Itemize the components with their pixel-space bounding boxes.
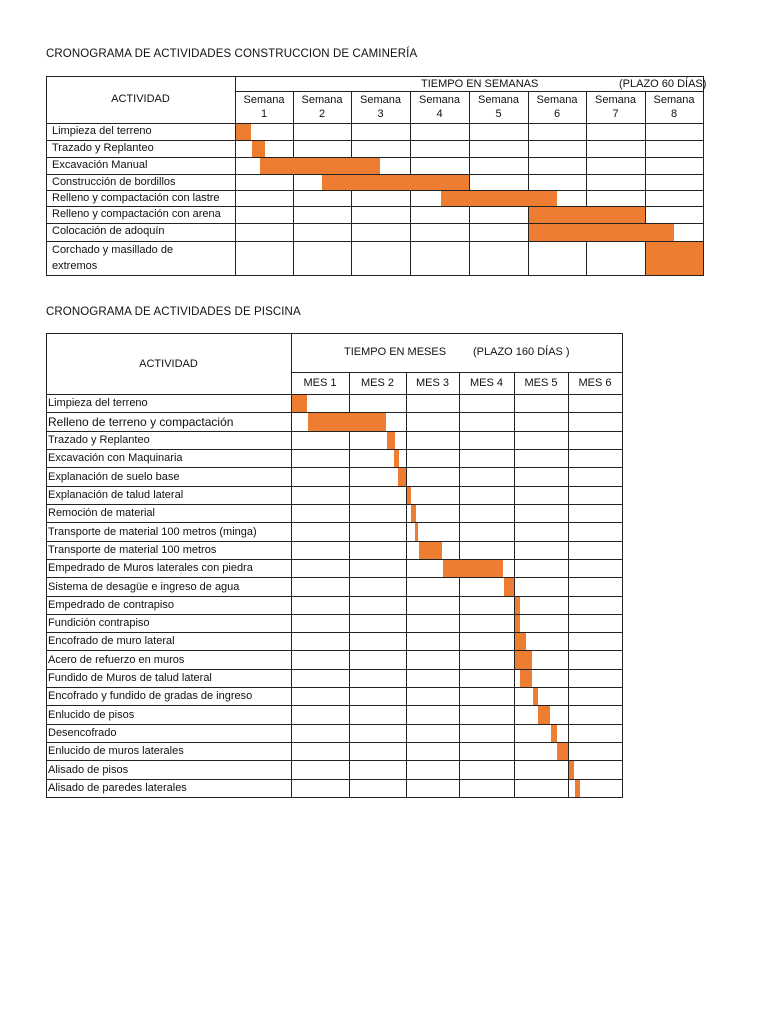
grid-line [703,76,704,276]
gantt-bar [504,578,514,596]
period-header-line2: 8 [670,108,678,120]
gantt-bar [394,450,399,467]
activity-header: ACTIVIDAD [139,358,198,370]
grid-line [46,76,47,276]
activity-name: Limpieza del terreno [52,125,152,137]
activity-name-line2: extremos [52,260,98,272]
activity-name: Relleno y compactación con arena [52,208,221,220]
activity-name: Excavación con Maquinaria [48,452,183,464]
gantt-bar [236,124,251,140]
grid-line [46,797,623,798]
grid-line [459,372,460,798]
gantt-bar [515,597,520,614]
grid-line [46,449,623,450]
period-header-line1: Semana [595,94,636,106]
gantt-bar [322,175,469,190]
period-header-line2: 6 [553,108,561,120]
period-header: MES 4 [469,377,503,389]
grid-line [406,372,407,798]
gantt-bar [557,743,568,760]
gantt-bar [292,395,307,412]
activity-name: Enlucido de muros laterales [48,745,184,757]
grid-line [622,333,623,798]
activity-name: Explanación de suelo base [48,470,180,483]
activity-name: Transporte de material 100 metros (minga) [48,525,257,538]
gantt-bar [646,242,703,275]
activity-name: Empedrado de Muros laterales con piedra [48,562,253,574]
grid-line [46,779,623,780]
grid-line [46,559,623,560]
period-header-line1: Semana [419,94,460,106]
period-header-line2: 3 [377,108,384,120]
activity-name: Trazado y Replanteo [48,434,150,446]
period-header-line1: Semana [301,94,343,106]
gantt-bar [529,224,674,241]
grid-line [46,614,623,615]
grid-line [46,705,623,706]
grid-line [46,596,623,597]
gantt-bar [308,413,386,431]
activity-name: Fundición contrapiso [48,617,150,629]
grid-line [46,504,623,505]
activity-name: Colocación de adoquín [52,225,165,237]
activity-name: Empedrado de contrapiso [48,599,174,611]
activity-name: Trazado y Replanteo [52,142,154,154]
grid-line [46,431,623,432]
gantt-bar [398,468,406,486]
grid-line [46,650,623,651]
table2-title: CRONOGRAMA DE ACTIVIDADES DE PISCINA [46,306,301,318]
deadline-label: (PLAZO 160 DÍAS ) [473,346,570,358]
gantt-bar [551,725,558,742]
gantt-bar [533,688,538,705]
period-header: MES 5 [524,377,558,389]
activity-name: Corchado y masillado de [52,244,174,256]
activity-header: ACTIVIDAD [111,93,170,105]
activity-name: Alisado de pisos [48,763,129,776]
gantt-bar [515,651,532,669]
activity-name: Acero de refuerzo en muros [48,653,185,666]
grid-line [46,669,623,670]
grid-line [291,372,623,373]
period-header-line1: Semana [653,94,695,106]
gantt-bar [515,615,520,632]
grid-line [46,742,623,743]
grid-line [46,486,623,487]
activity-name: Transporte de material 100 metros [48,544,217,556]
grid-line [46,522,623,523]
activity-name: Encofrado de muro lateral [48,635,175,647]
gantt-bar [515,633,526,650]
time-header: TIEMPO EN SEMANAS [421,78,539,90]
period-header-line1: Semana [360,94,401,106]
period-header-line2: 1 [260,108,268,120]
grid-line [568,372,569,798]
grid-line [514,372,515,798]
grid-line [46,577,623,578]
period-header: MES 2 [360,377,394,389]
period-header-line2: 2 [318,108,326,120]
grid-line [46,333,623,334]
activity-name: Relleno de terreno y compactación [48,414,234,429]
grid-line [46,467,623,468]
grid-line [46,275,704,276]
gantt-bar [419,542,442,559]
gantt-bar [529,207,645,223]
gantt-bar [411,505,416,522]
period-header: MES 3 [415,377,449,389]
activity-name: Fundido de Muros de talud lateral [48,672,212,684]
period-header: MES 6 [578,377,612,389]
grid-line [46,724,623,725]
gantt-bar [443,560,503,577]
gantt-bar [569,761,574,779]
period-header-line2: 5 [495,108,502,120]
gantt-bar [520,670,531,687]
grid-line [46,760,623,761]
period-header-line2: 4 [436,108,443,120]
period-header-line1: Semana [478,94,519,106]
deadline-label: (PLAZO 60 DÍAS) [619,78,707,90]
gantt-bar [252,141,266,157]
grid-line [46,76,704,77]
period-header: MES 1 [303,377,337,389]
activity-name: Alisado de paredes laterales [48,782,187,794]
activity-name: Excavación Manual [52,159,148,171]
period-header-line1: Semana [243,94,285,106]
gantt-bar [538,706,549,724]
activity-name: Enlucido de pisos [48,708,135,721]
time-header: TIEMPO EN MESES [344,346,447,358]
activity-name: Construcción de bordillos [52,176,176,188]
activity-name: Relleno y compactación con lastre [52,192,220,204]
grid-line [349,372,350,798]
activity-name: Remoción de material [48,507,155,519]
table1-title: CRONOGRAMA DE ACTIVIDADES CONSTRUCCION DE CAMINERÍA [46,48,418,60]
gantt-bar [407,487,411,504]
activity-name: Sistema de desagüe e ingreso de agua [48,580,240,593]
grid-line [46,541,623,542]
grid-line [46,241,704,242]
gantt-bar [260,158,381,174]
gantt-bar [575,780,580,797]
gantt-bar [387,432,395,449]
period-header-line2: 7 [612,108,619,120]
period-header-line1: Semana [536,94,578,106]
grid-line [46,394,623,395]
gantt-bar [441,191,558,206]
gantt-bar [415,523,418,541]
grid-line [46,632,623,633]
activity-name: Limpieza del terreno [48,397,148,409]
activity-name: Desencofrado [48,727,117,739]
grid-line [46,333,47,798]
activity-name: Encofrado y fundido de gradas de ingreso [48,690,253,702]
activity-name: Explanación de talud lateral [48,489,184,501]
